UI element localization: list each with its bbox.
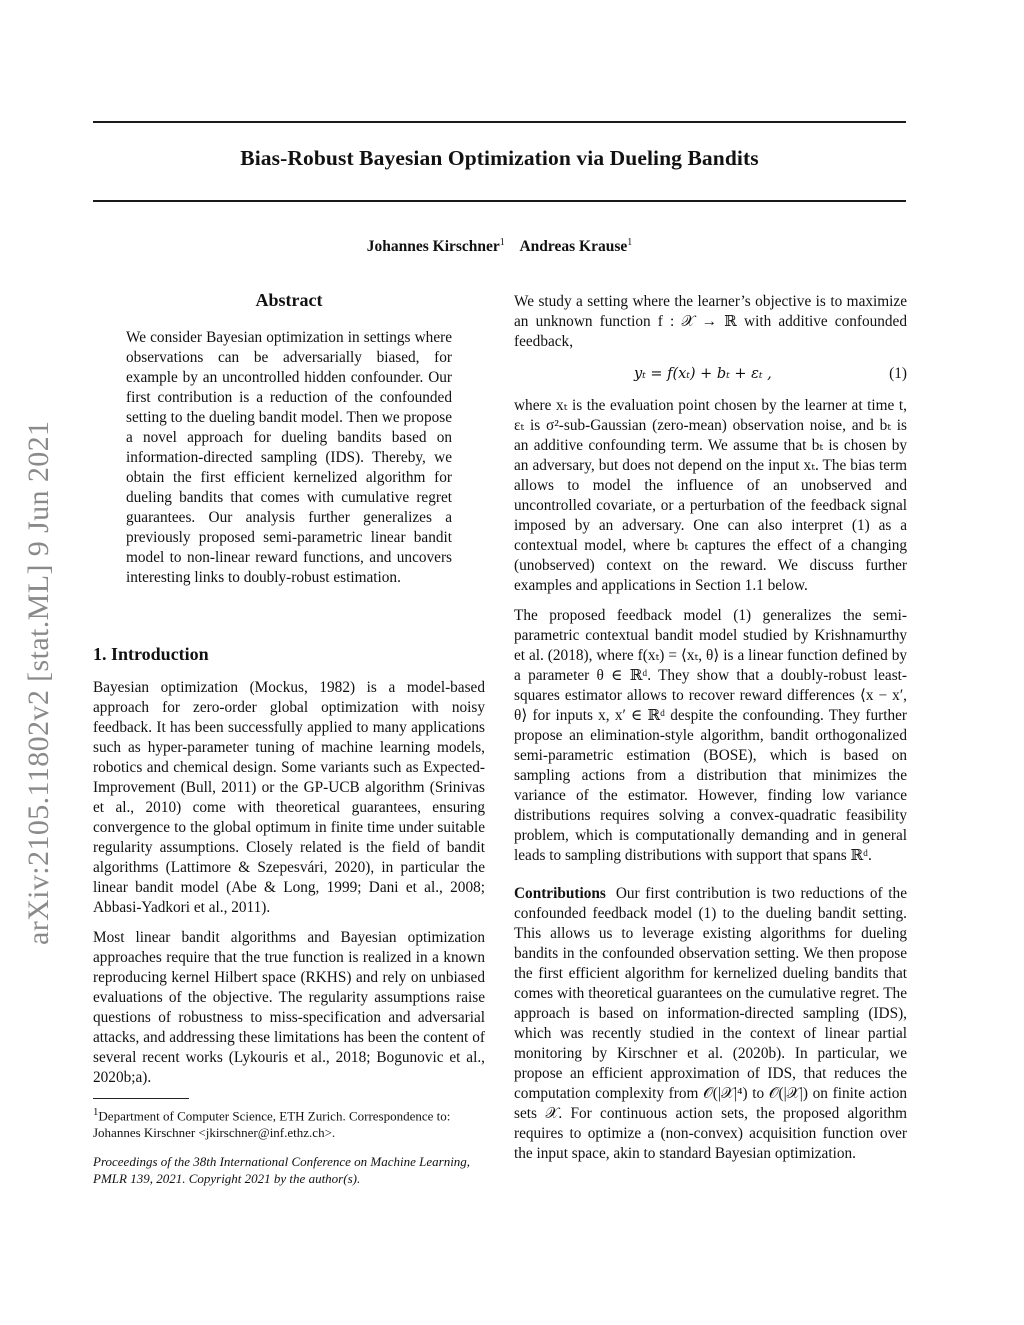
footnote-text: Department of Computer Science, ETH Zurich. Correspondence to: Johannes Kirschner <jkirschner@inf.ethz.ch>. <box>93 1108 451 1141</box>
proceedings-text: Proceedings of the 38th International Conference on Machine Learning, PMLR 139, 2021. Copyright 2021 by the author(s). <box>93 1154 471 1187</box>
abstract-text: We consider Bayesian optimization in settings where observations can be adversarially biased, for example by an uncontrolled hidden confounder. Our first contribution is a reduction of the confounded setting to the dueling bandit model. Then we propose a novel approach for dueling bandits based on information-directed sampling (IDS). Thereby, we obtain the first efficient kernelized algorithm for dueling bandits that comes with cumulative regret guarantees. Our analysis further generalizes a previously proposed semi-parametric linear bandit model to non-linear reward functions, and uncovers interesting links to doubly-robust estimation. <box>126 329 452 586</box>
affiliation-mark: 1 <box>627 237 633 248</box>
contributions-heading: Contributions <box>514 885 606 902</box>
footnote <box>93 1104 485 1141</box>
title-rule-bottom <box>93 200 906 202</box>
proceedings-note <box>93 1153 485 1187</box>
title-rule-top <box>93 121 906 123</box>
feedback-model-paragraph: The proposed feedback model (1) generalizes the semi-parametric contextual bandit model studied by Krishnamurthy et al. (2018), where f(xₜ) = ⟨xₜ, θ⟩ is a linear function defined by a parameter θ ∈ ℝᵈ. They show that a doubly-robust least-squares estimator allows to recover reward differences ⟨x − x′, θ⟩ for inputs x, x′ ∈ ℝᵈ despite the confounding. They further propose an elimination-style algorithm, bandit orthogonalized semi-parametric estimation (BOSE), which is based on sampling actions from a distribution that minimizes the variance of the estimator. However, finding low variance distributions requires solving a convex-quadratic feasibility problem, which is computationally demanding and in general leads to sampling distributions with support that spans ℝᵈ. <box>514 607 907 864</box>
arxiv-identifier: arXiv:2105.11802v2 [stat.ML] 9 Jun 2021 <box>22 420 55 945</box>
section-heading-introduction: 1. Introduction <box>93 644 209 664</box>
intro-paragraph-1: Bayesian optimization (Mockus, 1982) is a model-based approach for zero-order global optimization with noisy feedback. It has been successfully applied to many applications such as hyper-parameter tuning of machine learning models, robotics and chemical design. Some variants such as Expected-Improvement (Bull, 2011) or the GP-UCB algorithm (Srinivas et al., 2010) come with theoretical guarantees, ensuring convergence to the global optimum in finite time under suitable regularity assumptions. Closely related is the field of bandit algorithms (Lattimore & Szepesvári, 2020), in particular the linear bandit model (Abe & Long, 1999; Dani et al., 2008; Abbasi-Yadkori et al., 2011). <box>93 679 485 916</box>
equation-number: (1) <box>889 365 907 382</box>
footnote-divider <box>93 1098 189 1099</box>
left-column <box>93 290 485 1187</box>
bias-paragraph: where xₜ is the evaluation point chosen by the learner at time t, εₜ is σ²-sub-Gaussian (zero-mean) observation noise, and bₜ is an additive confounding term. We assume that bₜ is chosen by an adversary, but does not depend on the input xₜ. The bias term allows to model the influence of an unobserved and uncontrolled covariate, or a perturbation of the feedback signal imposed by an adversary. One can also interpret (1) as a contextual model, where bₜ captures the effect of a changing (unobserved) context on the reward. We discuss further examples and applications in Section 1.1 below. <box>514 397 907 594</box>
contributions-paragraph <box>514 884 907 1164</box>
setting-paragraph: We study a setting where the learner’s objective is to maximize an unknown function f : 𝒳 → ℝ with additive confounded feedback, <box>514 293 907 350</box>
equation-body: yₜ = f(xₜ) + bₜ + εₜ , <box>634 366 772 382</box>
paper-title: Bias-Robust Bayesian Optimization via Dueling Bandits <box>240 146 759 170</box>
abstract-heading: Abstract <box>255 290 323 310</box>
contributions-text: Our first contribution is two reductions of the confounded feedback model (1) to the dueling bandit setting. This allows us to leverage existing algorithms for dueling bandits in the confounded observation setting. We then propose the first efficient algorithm for kernelized dueling bandits that comes with theoretical guarantees on the cumulative regret. The approach is based on information-directed sampling (IDS), which was recently studied in the context of linear partial monitoring by Kirschner et al. (2020b). In particular, we propose an efficient approximation of IDS, that reduces the computation complexity from 𝒪(|𝒳|⁴) to 𝒪(|𝒳|) on finite action sets 𝒳. For continuous action sets, the proposed algorithm requires to optimize a (non-convex) acquisition function over the input space, akin to standard Bayesian optimization. <box>514 885 907 1162</box>
equation-1 <box>514 362 907 386</box>
author-list <box>93 237 906 256</box>
affiliation-mark: 1 <box>499 237 505 248</box>
footnote-mark: 1 <box>93 1106 99 1118</box>
author-name: Johannes Kirschner <box>366 238 500 256</box>
right-column <box>514 292 907 1174</box>
intro-paragraph-2: Most linear bandit algorithms and Bayesian optimization approaches require that the true function is realized in a known reproducing kernel Hilbert space (RKHS) and rely on unbiased evaluations of the objective. The regularity assumptions raise questions of robustness to miss-specification and adversarial attacks, and addressing these limitations has been the content of several recent works (Lykouris et al., 2018; Bogunovic et al., 2020b;a). <box>93 929 485 1086</box>
author-name: Andreas Krause <box>519 238 628 256</box>
